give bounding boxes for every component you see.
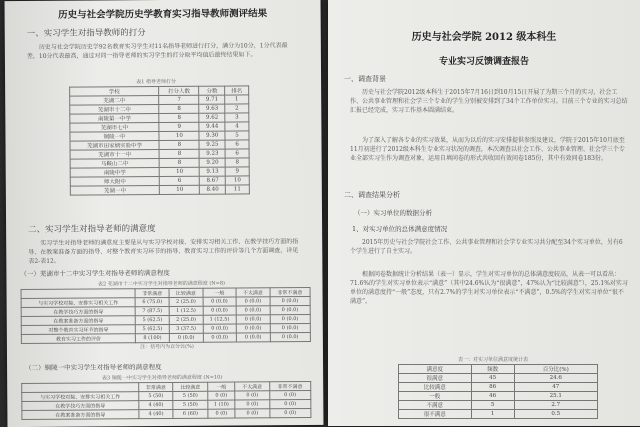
table-cell: 8.67 — [200, 176, 226, 185]
table-cell: 0 (0.0) — [270, 296, 310, 305]
table-cell: 9 — [159, 122, 199, 131]
table-cell: 芜湖二中 — [70, 96, 159, 106]
table-cell: 在教学技巧方面的指导 — [22, 401, 139, 411]
table-cell: 铜陵一中 — [70, 132, 159, 142]
column-header: 非常满意 — [139, 382, 173, 391]
table-cell: 0 (0.0) — [236, 297, 270, 306]
table-cell: 2 (25.0) — [169, 315, 203, 324]
section1-heading: 一、实习学生对指导教师的打分 — [26, 28, 146, 39]
table-cell: 在教学技巧方面的指导 — [21, 307, 135, 317]
table-cell: 8 — [159, 149, 199, 158]
column-header: 排名 — [225, 86, 249, 95]
table-cell: 0 (0.0) — [236, 324, 270, 333]
table-cell: 0 (0.0) — [236, 333, 270, 342]
report-title-line1: 历史与社会学院 2012 级本科生 — [411, 32, 557, 43]
column-header: 打分人数 — [159, 86, 199, 95]
table-cell: 对整个教育实习环节的指导 — [21, 325, 135, 335]
table-cell: 1 — [225, 95, 249, 104]
table-cell: 在教案准备方面的指导 — [22, 410, 139, 420]
table1-caption: 表1 指导老师打分 — [136, 78, 176, 86]
background-paragraph-1: 历史与社会学院2012级本科生于2015年7月16日到10月15日开展了为期三个月的实习，社会工作、公共事业管理和社会学三个专业的学生分别被安排到了34个工作单位实习。目前三个专业的实习总结汇报已经完成，实习工作基本圆满结束。 — [350, 89, 628, 114]
table-cell: 46 — [471, 392, 514, 401]
table-cell: 8.40 — [200, 185, 226, 194]
table-cell: 9.62 — [199, 113, 225, 122]
table-cell: 6 — [160, 176, 200, 185]
analysis-paragraph-2: 根据问卷数据统计分析结果（表一）显示，学生对实习单位的总体满意度较高，从表一可以看出：71.6%的学生对实习单位表示“满意”（其中24.6%认为“很满意”，47%认为“比较满意”），25.1%对实习单位的满意度持“一般”态度，只有2.7%的学生对实习单位表示“不满意”，0.5%的学生对实习单位“很不满意”。 — [350, 271, 628, 305]
satisfaction-table-12 — [21, 287, 311, 344]
table-cell: 9.63 — [199, 104, 225, 113]
column-header: 不太满意 — [236, 288, 270, 297]
column-header: 非常不满意 — [270, 287, 310, 296]
table-cell: 0 (0.0) — [236, 306, 270, 315]
column-header: 满意度 — [399, 365, 472, 374]
table-cell: 教育实习工作的评价 — [21, 334, 135, 344]
table-cell: 2 — [225, 104, 249, 113]
table-cell: 9.20 — [200, 158, 226, 167]
table-cell: 0 (0.0) — [236, 315, 270, 324]
column-header: 非常不满意 — [269, 381, 310, 390]
instructor-score-table — [69, 85, 250, 195]
table-cell: 1 (12.5) — [203, 315, 236, 324]
background-paragraph-2: 为了深入了解各专业的实习效果，从而为以后的实习安排提供参照及建议，学院于2015年10月底至11月初进行了2012级本科生专业实习状况的调查，本次调查以社会工作、公共事业管理、社会学三个专业全部实习生作为调查对象，运用自填问卷的形式共收回有效问卷185份，其中有效问卷183份。 — [350, 137, 625, 162]
table-cell: 2 (25.0) — [169, 297, 203, 306]
table-cell: 0 (0.0) — [203, 333, 236, 342]
table-cell: 5 (50) — [173, 400, 207, 409]
table-row — [399, 410, 598, 419]
table-cell: 0 (0.0) — [270, 332, 310, 341]
table-cell: 1 — [471, 410, 514, 419]
table-cell: 8 — [159, 140, 199, 149]
table-cell: 比较满意 — [399, 383, 472, 392]
table-cell: 0 (0) — [235, 391, 269, 400]
table1-caption: 表一：对实习单位满意度统计表 — [457, 357, 528, 363]
table-cell: 1 (10) — [208, 400, 236, 409]
table-row — [399, 383, 598, 392]
table-cell: 8 — [159, 158, 199, 167]
section1-text: 历史与社会学院历史学92名教育实习学生对11名指导老师进行打分，满分为10分，1分代表最差，10分代表最高，通过对同一指导老师的实习学生的打分取平均值后最终结果如下。 — [26, 42, 288, 60]
table-cell: 芜湖市十二中 — [70, 105, 159, 115]
table-cell: 芜湖市七中 — [70, 123, 159, 133]
table-cell: 10 — [225, 176, 249, 185]
table-cell: 5 — [225, 131, 249, 140]
table-cell: 9.44 — [199, 122, 225, 131]
subsection-heading: （一）实习单位的数据分析 — [354, 209, 432, 217]
table-row — [21, 332, 310, 343]
table-cell: 6 (75.0) — [135, 297, 169, 306]
table-cell: 4 — [225, 122, 249, 131]
table-cell: 8 — [159, 104, 199, 113]
table-cell: 0 (0.0) — [203, 297, 236, 306]
table-cell: 6 (60) — [173, 409, 207, 418]
table-cell: 南陵中学 — [70, 168, 159, 178]
table-cell: 25.1 — [514, 392, 597, 401]
column-header: 百分比(%) — [514, 365, 597, 374]
table-cell: 7 (87.5) — [135, 306, 169, 315]
table-cell: 11 — [225, 185, 249, 194]
table-cell: 0 (0) — [269, 390, 310, 399]
table-cell: 6 — [225, 140, 249, 149]
table-cell: 0 (0) — [270, 408, 311, 417]
satisfaction-table-tongling — [21, 381, 311, 420]
table-cell: 一般 — [399, 392, 472, 401]
table2-note: 注：括号内为百分比(%) — [140, 343, 194, 351]
column-header: 非常满意 — [135, 288, 169, 297]
column-header: 分数 — [199, 86, 225, 95]
table-cell: 86 — [471, 383, 514, 392]
table-cell: 马鞍山二中 — [70, 159, 159, 169]
column-header: 不太满意 — [235, 382, 269, 391]
table-row — [70, 185, 249, 195]
left-document-page — [5, 0, 324, 427]
left-page-title: 历史与社会学院历史学教育实习指导教师测评结果 — [58, 8, 268, 21]
table-cell: 4 (40) — [139, 409, 173, 418]
table-row — [399, 401, 598, 410]
table-cell: 9.23 — [200, 149, 226, 158]
table-cell: 0 (0) — [269, 399, 310, 408]
section2-heading: 二、实习学生对指导老师的满意度 — [28, 224, 156, 235]
table-cell: 24.6 — [514, 374, 597, 383]
section2-text: 实习学生对指导老师的满意度主要是从与实习学校对接、安排实习相关工作、在教学技巧方面的指导、在教案准备方面的指导、对整个教育实习环节的指导、教育实习工作的评价等几个方面调查，详见表2-表12。 — [28, 238, 299, 265]
table-cell: 与实习学校对接、安排实习相关工作 — [22, 392, 139, 402]
table-cell: 2.7 — [514, 401, 597, 410]
table-cell: 5 (50) — [139, 391, 173, 400]
table-cell: 芜湖市十一中 — [70, 150, 159, 160]
table-cell: 9.13 — [200, 167, 226, 176]
column-header: 一般 — [203, 288, 236, 297]
table-cell: 7 — [159, 95, 199, 104]
table-cell: 0.5 — [514, 410, 597, 419]
table-row — [399, 392, 598, 401]
table-cell: 5 (50) — [173, 391, 207, 400]
table-cell: 10 — [159, 131, 199, 140]
table-cell: 很不满意 — [399, 410, 472, 419]
table-cell: 47 — [514, 383, 597, 392]
table-cell: 6 — [225, 149, 249, 158]
table-cell: 4 (40) — [139, 400, 173, 409]
table-row — [22, 408, 311, 419]
table-cell: 师大附中 — [70, 177, 159, 187]
table-cell: 0 (0.0) — [270, 323, 310, 332]
table-cell: 0 (0.0) — [270, 314, 310, 323]
table-cell: 0 (0.0) — [203, 324, 236, 333]
table-cell: 5 (62.5) — [136, 324, 170, 333]
table-cell: 5 (62.5) — [136, 315, 170, 324]
table-cell: 芜湖一中 — [70, 186, 159, 196]
workplace-satisfaction-table — [398, 364, 598, 419]
table-cell: 0 (0) — [208, 409, 236, 418]
table-cell: 8 — [225, 158, 249, 167]
table-cell: 3 (37.5) — [169, 324, 203, 333]
subsection-heading: 1、对实习单位的总体满意度情况 — [352, 225, 448, 233]
table-cell: 很满意 — [399, 374, 472, 383]
table3-caption: 表3 铜陵一中实习学生对指导老师的满意程度 (N=10) — [102, 374, 223, 382]
table-cell: 1 (12.5) — [169, 306, 203, 315]
table-cell: 与实习学校对接、安排实习相关工作 — [21, 298, 135, 308]
table-cell: 9.25 — [199, 140, 225, 149]
section2-heading: 二、调查结果分析 — [344, 191, 400, 199]
analysis-paragraph-1: 2015年历史与社会学院社会工作、公共事业管理和社会学专业实习共分配至34个实习单位，另有6个学生进行了自主实习。 — [350, 239, 623, 255]
table-cell: 0 (0.0) — [203, 306, 236, 315]
subsection-heading: （一）芜湖市十二中实习学生对指导老师的满意程度 — [20, 268, 170, 279]
column-header: 一般 — [207, 382, 235, 391]
subsection-heading: （二）铜陵一中实习学生对指导老师的满意程度 — [25, 363, 162, 372]
right-document-page — [328, 0, 640, 426]
table-cell: 0 (0) — [207, 391, 235, 400]
table-cell: 10 — [160, 185, 200, 194]
report-title-line2: 专业实习反馈调查报告 — [438, 57, 529, 67]
table-cell: 0 (0.0) — [169, 333, 203, 342]
section1-heading: 一、调查背景 — [344, 75, 386, 83]
table-cell: 芜湖市田家炳实验中学 — [70, 141, 159, 151]
table-cell: 在教案准备方面的指导 — [21, 316, 135, 326]
column-header: 比较满意 — [173, 382, 207, 391]
column-header: 比较满意 — [169, 288, 203, 297]
table-cell: 南陵第一中学 — [70, 114, 159, 124]
column-header: 频数 — [471, 365, 514, 374]
table-cell: 0 (0) — [235, 400, 269, 409]
table-cell: 8 — [159, 113, 199, 122]
table-cell: 10 — [159, 167, 199, 176]
table-row — [399, 374, 598, 383]
table-cell: 9.71 — [199, 95, 225, 104]
table-header-row — [399, 365, 598, 374]
table-cell: 9.30 — [199, 131, 225, 140]
table-cell: 8 (100) — [136, 333, 170, 342]
column-header: 学校 — [70, 87, 159, 97]
table-cell: 5 — [471, 401, 514, 410]
table-cell: 0 (0) — [235, 409, 269, 418]
table-cell: 0 (0.0) — [270, 305, 310, 314]
table-cell: 9 — [225, 167, 249, 176]
table-cell: 45 — [471, 374, 514, 383]
table-cell: 不满意 — [399, 401, 472, 410]
table2-caption: 表2 芜湖市十二中实习学生对指导老师的满意程度 (N=8) — [97, 280, 226, 288]
table-cell: 3 — [225, 113, 249, 122]
